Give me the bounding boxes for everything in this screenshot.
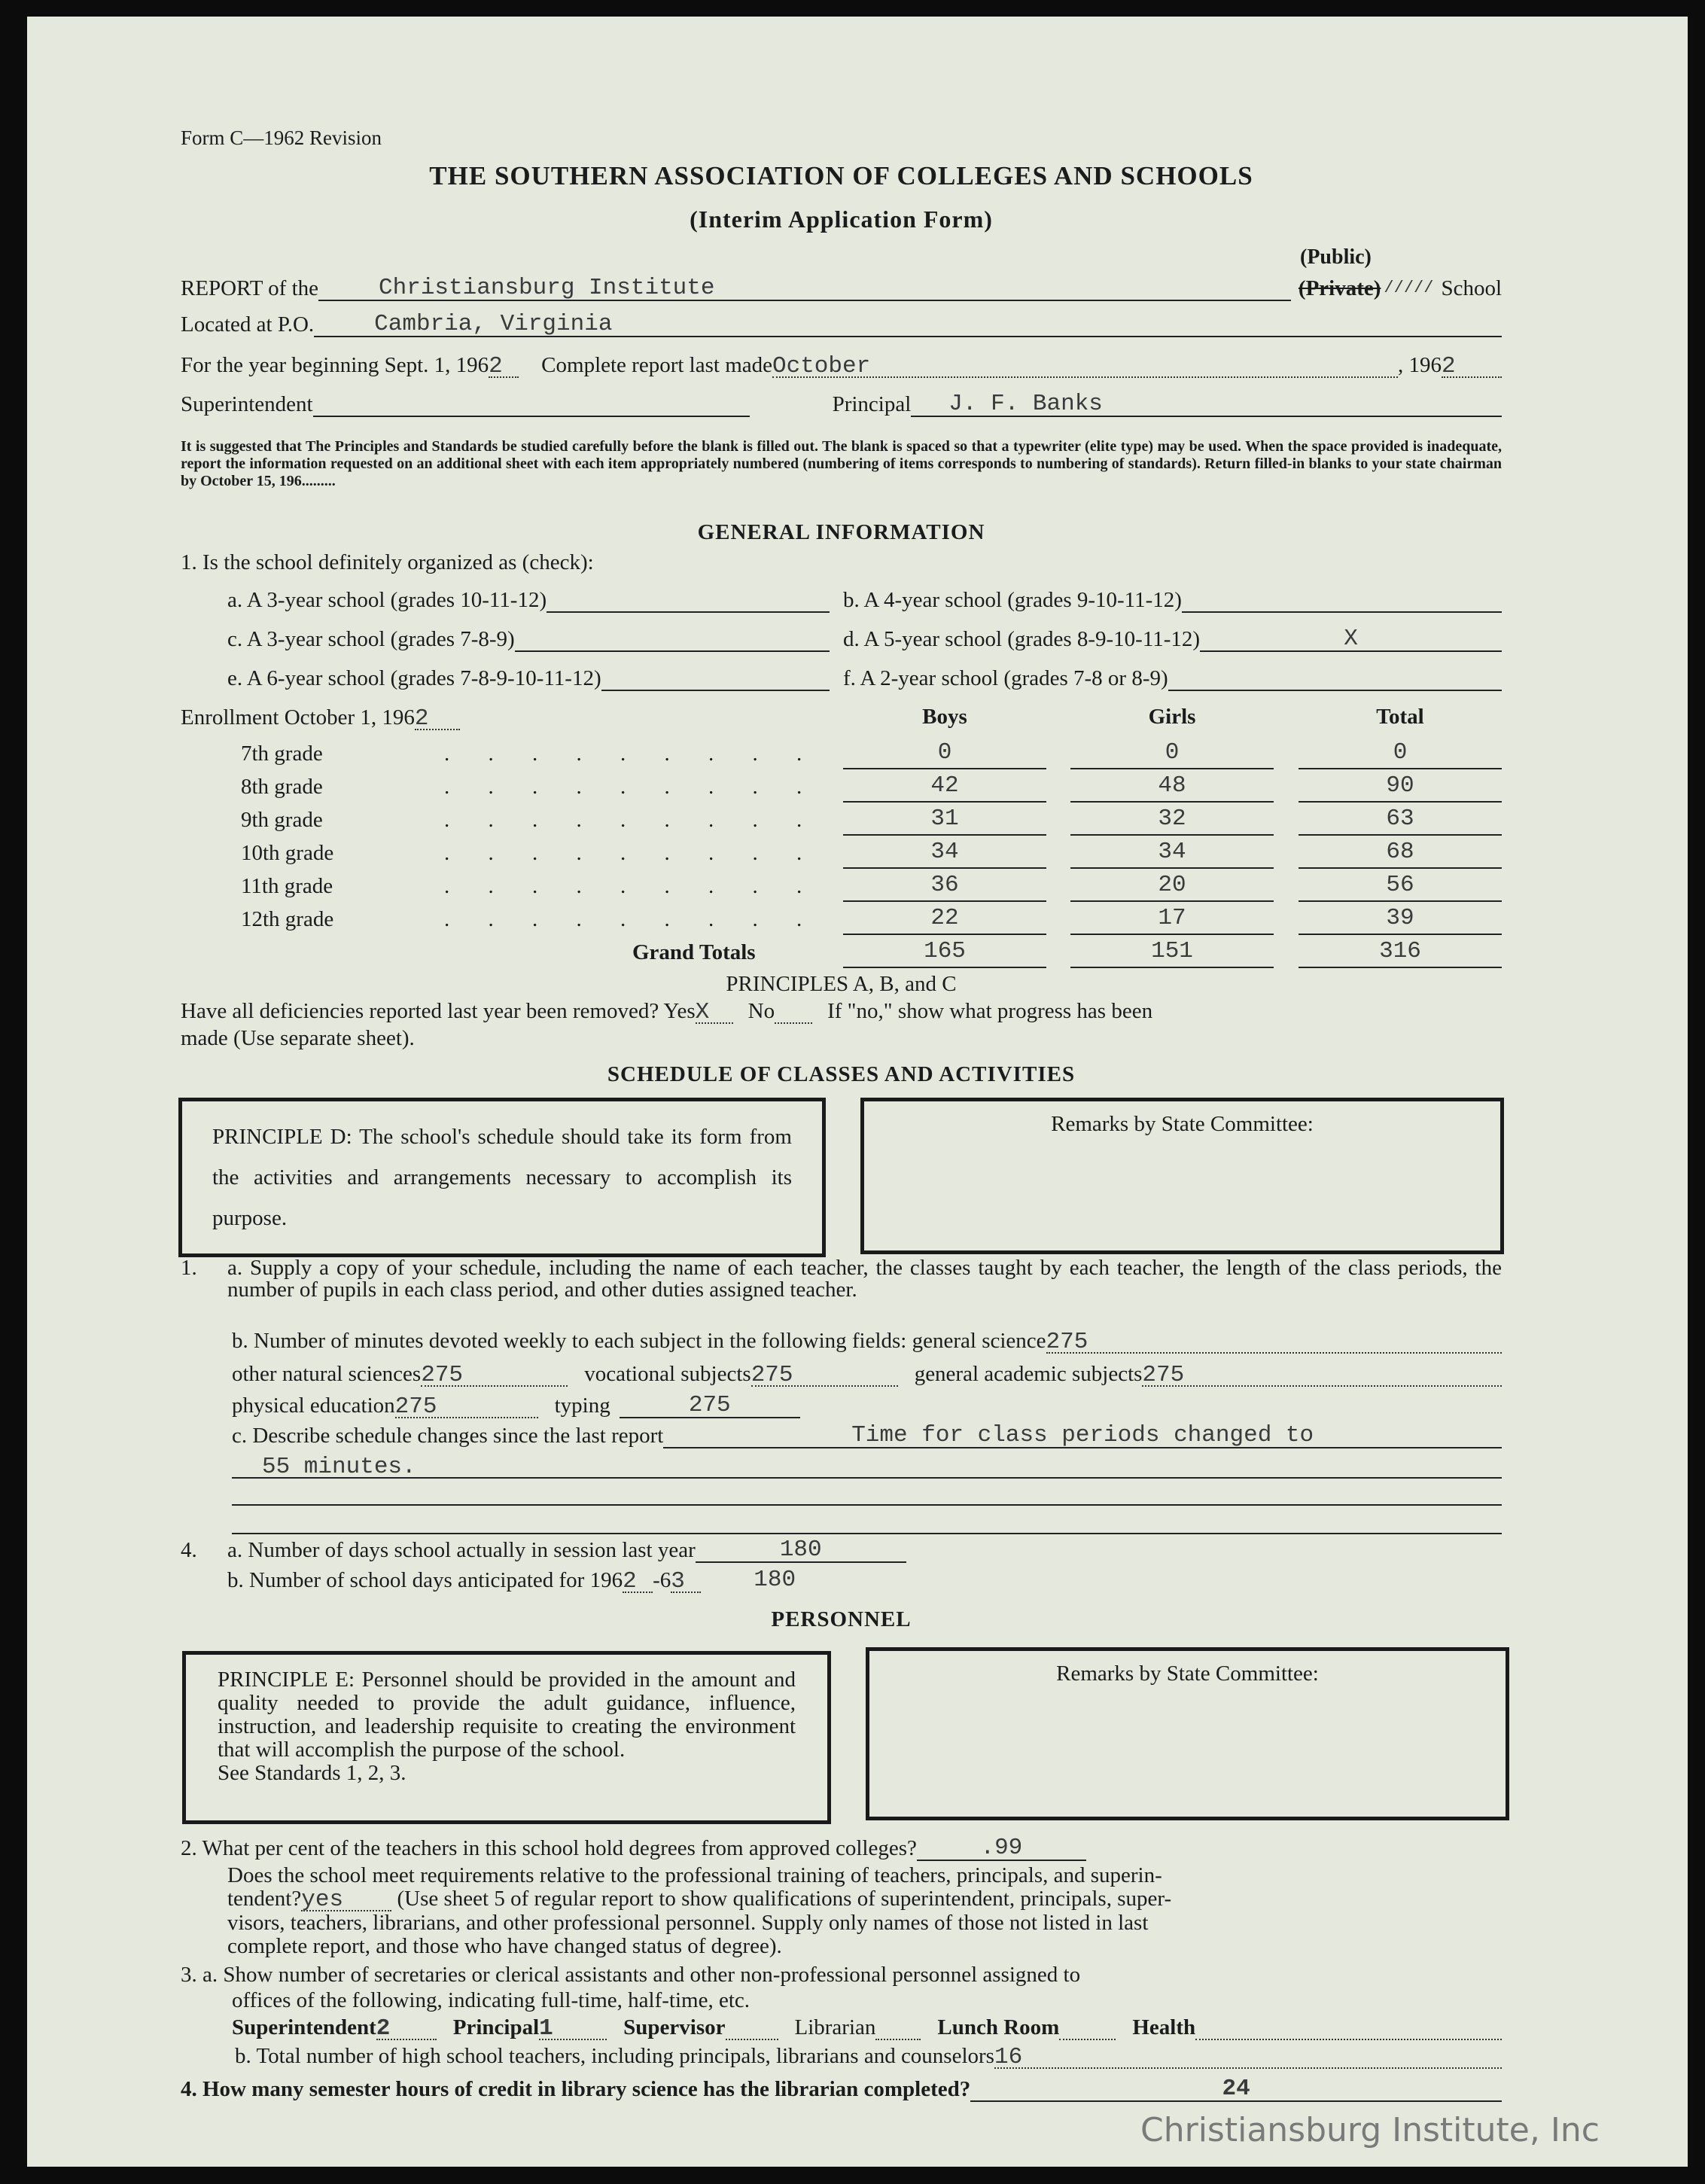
staff-principal-field[interactable]: 1 xyxy=(539,2016,607,2040)
grade-label: 9th grade xyxy=(241,808,323,832)
general-info-heading: GENERAL INFORMATION xyxy=(697,520,985,544)
principle-e-ref: See Standards 1, 2, 3. xyxy=(218,1761,406,1785)
remarks-box-schedule[interactable] xyxy=(860,1098,1504,1254)
option-c[interactable]: c. A 3-year school (grades 7-8-9) xyxy=(227,626,830,652)
staff-row: Superintendent 2 Principal 1 Supervisor Librarian Lunch Room Health xyxy=(181,2015,1502,2040)
boys-cell[interactable]: 36 xyxy=(843,870,1046,902)
other-natural-field[interactable]: 275 xyxy=(421,1363,568,1387)
girls-cell[interactable]: 17 xyxy=(1070,903,1274,935)
no-field[interactable] xyxy=(775,1000,812,1024)
watermark: Christiansburg Institute, Inc xyxy=(1140,2111,1600,2149)
total-girls[interactable]: 151 xyxy=(1070,937,1274,968)
total-cell[interactable]: 63 xyxy=(1299,804,1502,836)
total-cell[interactable]: 68 xyxy=(1299,837,1502,869)
q1b: b. Number of minutes devoted weekly to each subject in the following fields: general science 275 xyxy=(181,1328,1502,1354)
grade-label: 12th grade xyxy=(241,907,334,931)
staff-supervisor-field[interactable] xyxy=(726,2016,778,2040)
q1b-fields-2: physical education 275 typing 275 xyxy=(181,1393,1502,1418)
girls-cell[interactable]: 32 xyxy=(1070,804,1274,836)
option-e[interactable]: e. A 6-year school (grades 7-8-9-10-11-12) xyxy=(227,666,830,691)
leader-dots: . . . . . . . . . xyxy=(444,808,819,832)
header-girls: Girls xyxy=(1148,705,1196,729)
grade-label: 8th grade xyxy=(241,775,323,799)
principal-label: Principal xyxy=(832,392,912,416)
header-total: Total xyxy=(1376,705,1424,729)
staff-librarian-field[interactable] xyxy=(875,2016,921,2040)
enrollment-year: 2 xyxy=(415,706,460,730)
last-report-label: Complete report last made xyxy=(541,353,772,377)
q1a: 1. a. Supply a copy of your schedule, including the name of each teacher, the classes taught by each teacher, the length of the class periods, the number of pupils in each class period, and other duties assigned teacher. xyxy=(181,1256,1502,1302)
option-b[interactable]: b. A 4-year school (grades 9-10-11-12) xyxy=(843,587,1502,613)
days-last-year-field[interactable]: 180 xyxy=(696,1539,906,1563)
form-subtitle: (Interim Application Form) xyxy=(690,206,993,233)
private-label: (Private) xyxy=(1298,276,1381,300)
q3a-line2: offices of the following, indicating full-time, half-time, etc. xyxy=(232,1988,751,2012)
typing-field[interactable]: 275 xyxy=(620,1394,800,1418)
year-field[interactable]: 2 xyxy=(489,354,519,378)
report-label: REPORT of the xyxy=(181,276,319,300)
pe-field[interactable]: 275 xyxy=(395,1394,538,1418)
yes-field[interactable]: X xyxy=(696,1000,733,1024)
staff-lunchroom-field[interactable] xyxy=(1059,2016,1116,2040)
enrollment-label: Enrollment October 1, 1962 xyxy=(181,705,460,730)
last-report-year-field[interactable]: 2 xyxy=(1442,354,1502,378)
principles-abc-heading: PRINCIPLES A, B, and C xyxy=(726,972,957,996)
officers-line xyxy=(181,391,1502,417)
year-label: For the year beginning Sept. 1, 196 xyxy=(181,353,489,377)
boys-cell[interactable]: 0 xyxy=(843,738,1046,769)
schedule-changes-line4[interactable] xyxy=(181,1510,1502,1540)
total-boys[interactable]: 165 xyxy=(843,937,1046,968)
personnel-heading: PERSONNEL xyxy=(771,1607,912,1631)
q2-detail: Does the school meet requirements relative to the professional training of teachers, principals, and superin- tendent?yes (Use sheet 5 of regular report to show qualifications of superintendent, principals, super- visors, teachers, librarians, and other professional personnel. Supply only names of those not listed in last complete report, and those who have changed status of degree). xyxy=(227,1863,1172,1958)
grand-totals-label: Grand Totals xyxy=(632,940,756,964)
general-academic-field[interactable]: 275 xyxy=(1142,1363,1502,1387)
leader-dots: . . . . . . . . . xyxy=(444,874,819,898)
degree-percent-field[interactable]: .99 xyxy=(917,1837,1086,1861)
grand-totals-row xyxy=(181,937,1502,967)
superintendent-field[interactable] xyxy=(313,393,750,417)
boys-cell[interactable]: 22 xyxy=(843,903,1046,935)
vocational-field[interactable]: 275 xyxy=(751,1363,898,1387)
superintendent-label: Superintendent xyxy=(181,392,313,416)
q4b: b. Number of school days anticipated for 196 2 -6 3 180 xyxy=(227,1567,796,1595)
total-cell[interactable]: 39 xyxy=(1299,903,1502,935)
enrollment-row xyxy=(181,804,1502,837)
deficiencies-question: Have all deficiencies reported last year been removed? Yes X No If "no," show what progress has been xyxy=(181,999,1153,1025)
total-cell[interactable]: 90 xyxy=(1299,771,1502,803)
option-a[interactable]: a. A 3-year school (grades 10-11-12) xyxy=(227,587,830,613)
girls-cell[interactable]: 34 xyxy=(1070,837,1274,869)
total-cell[interactable]: 0 xyxy=(1299,738,1502,769)
leader-dots: . . . . . . . . . xyxy=(444,907,819,931)
q4-library: 4. How many semester hours of credit in library science has the librarian completed? 24 xyxy=(181,2076,1502,2102)
staff-health-field[interactable] xyxy=(1195,2016,1502,2040)
enrollment-row xyxy=(181,903,1502,937)
option-f[interactable]: f. A 2-year school (grades 7-8 or 8-9) xyxy=(843,666,1502,691)
located-line xyxy=(181,312,1502,337)
girls-cell[interactable]: 0 xyxy=(1070,738,1274,769)
option-d[interactable]: d. A 5-year school (grades 8-9-10-11-12) X xyxy=(843,626,1502,652)
boys-cell[interactable]: 34 xyxy=(843,837,1046,869)
total-teachers-field[interactable]: 16 xyxy=(994,2045,1502,2069)
instructions-text: It is suggested that The Principles and Standards be studied carefully before the blank is filled out. The blank is spaced so that a typewriter (elite type) may be used. When the space provided is inadequate, report the information requested on an additional sheet with each item appropriately numbered (numbering of items corresponds to numbering of standards). Return filled-in blanks to your state chairman by October 15, 196......... xyxy=(181,438,1502,489)
girls-cell[interactable]: 48 xyxy=(1070,771,1274,803)
schedule-heading: SCHEDULE OF CLASSES AND ACTIVITIES xyxy=(607,1062,1076,1086)
q4a: 4. a. Number of days school actually in session last year 180 xyxy=(181,1537,1502,1563)
enrollment-row xyxy=(181,771,1502,804)
grade-label: 10th grade xyxy=(241,841,334,865)
q2: 2. What per cent of the teachers in this school hold degrees from approved colleges? .99 xyxy=(181,1835,1502,1861)
q1b-fields: other natural sciences 275 vocational subjects 275 general academic subjects 275 xyxy=(181,1361,1502,1387)
principal-field[interactable]: J. F. Banks xyxy=(911,393,1502,417)
girls-cell[interactable]: 20 xyxy=(1070,870,1274,902)
remarks-box-personnel[interactable] xyxy=(866,1647,1509,1820)
total-cell[interactable]: 56 xyxy=(1299,870,1502,902)
principle-e-box xyxy=(182,1651,831,1824)
principle-d-text: PRINCIPLE D: The school's schedule should take its form from the activities and arrangements necessary to accomplish its purpose. xyxy=(212,1125,792,1230)
last-report-year-prefix: , 196 xyxy=(1398,353,1442,377)
report-line xyxy=(181,276,1502,301)
library-hours-field[interactable]: 24 xyxy=(970,2078,1502,2102)
schedule-changes-line3[interactable] xyxy=(181,1482,1502,1512)
schedule-changes-line2[interactable]: 55 minutes. xyxy=(181,1453,1502,1479)
q3a: 3. a. Show number of secretaries or clerical assistants and other non-professional personnel assigned to xyxy=(181,1963,1081,1987)
boys-cell[interactable]: 31 xyxy=(843,804,1046,836)
remarks-label: Remarks by State Committee: xyxy=(1056,1662,1319,1686)
private-strike: ///// xyxy=(1384,279,1434,297)
school-label: School xyxy=(1441,276,1502,300)
enrollment-row xyxy=(181,870,1502,903)
located-label: Located at P.O. xyxy=(181,312,315,337)
last-report-month-field[interactable]: October xyxy=(772,354,1398,378)
q1c: c. Describe schedule changes since the last report Time for class periods changed to xyxy=(181,1423,1502,1448)
leader-dots: . . . . . . . . . xyxy=(444,841,819,865)
grade-label: 7th grade xyxy=(241,742,323,766)
meets-requirements-field[interactable]: yes xyxy=(301,1890,391,1911)
form-title: THE SOUTHERN ASSOCIATION OF COLLEGES AND SCHOOLS xyxy=(429,161,1253,190)
staff-superintendent-field[interactable]: 2 xyxy=(376,2016,437,2040)
remarks-label: Remarks by State Committee: xyxy=(1051,1112,1314,1136)
days-anticipated-field[interactable]: 180 xyxy=(754,1567,796,1593)
leader-dots: . . . . . . . . . xyxy=(444,775,819,799)
principle-d-box xyxy=(178,1098,826,1257)
boys-cell[interactable]: 42 xyxy=(843,771,1046,803)
school-name-field[interactable]: Christiansburg Institute xyxy=(318,277,1291,301)
enrollment-row xyxy=(181,837,1502,870)
total-total[interactable]: 316 xyxy=(1299,937,1502,968)
grade-label: 11th grade xyxy=(241,874,333,898)
leader-dots: . . . . . . . . . xyxy=(444,742,819,766)
year-line xyxy=(181,352,1502,378)
schedule-changes-field[interactable]: Time for class periods changed to xyxy=(663,1424,1502,1448)
enrollment-header xyxy=(843,705,1502,738)
principle-e-text: PRINCIPLE E: Personnel should be provided in the amount and quality needed to provide the adult guidance, influence, instruction, and leadership requisite to creating the environment that will accomplish the purpose of the school. xyxy=(218,1668,796,1762)
q3b: b. Total number of high school teachers, including principals, librarians and counselors 16 xyxy=(181,2043,1502,2069)
enrollment-row xyxy=(181,738,1502,771)
general-science-field[interactable]: 275 xyxy=(1046,1330,1502,1354)
public-label: (Public) xyxy=(1300,245,1372,269)
form-id: Form C—1962 Revision xyxy=(181,126,382,149)
header-boys: Boys xyxy=(922,705,967,729)
location-field[interactable]: Cambria, Virginia xyxy=(314,313,1502,337)
organization-options xyxy=(181,587,1502,693)
q1-organization: 1. Is the school definitely organized as (check): xyxy=(181,550,594,574)
deficiencies-note: made (Use separate sheet). xyxy=(181,1026,415,1050)
